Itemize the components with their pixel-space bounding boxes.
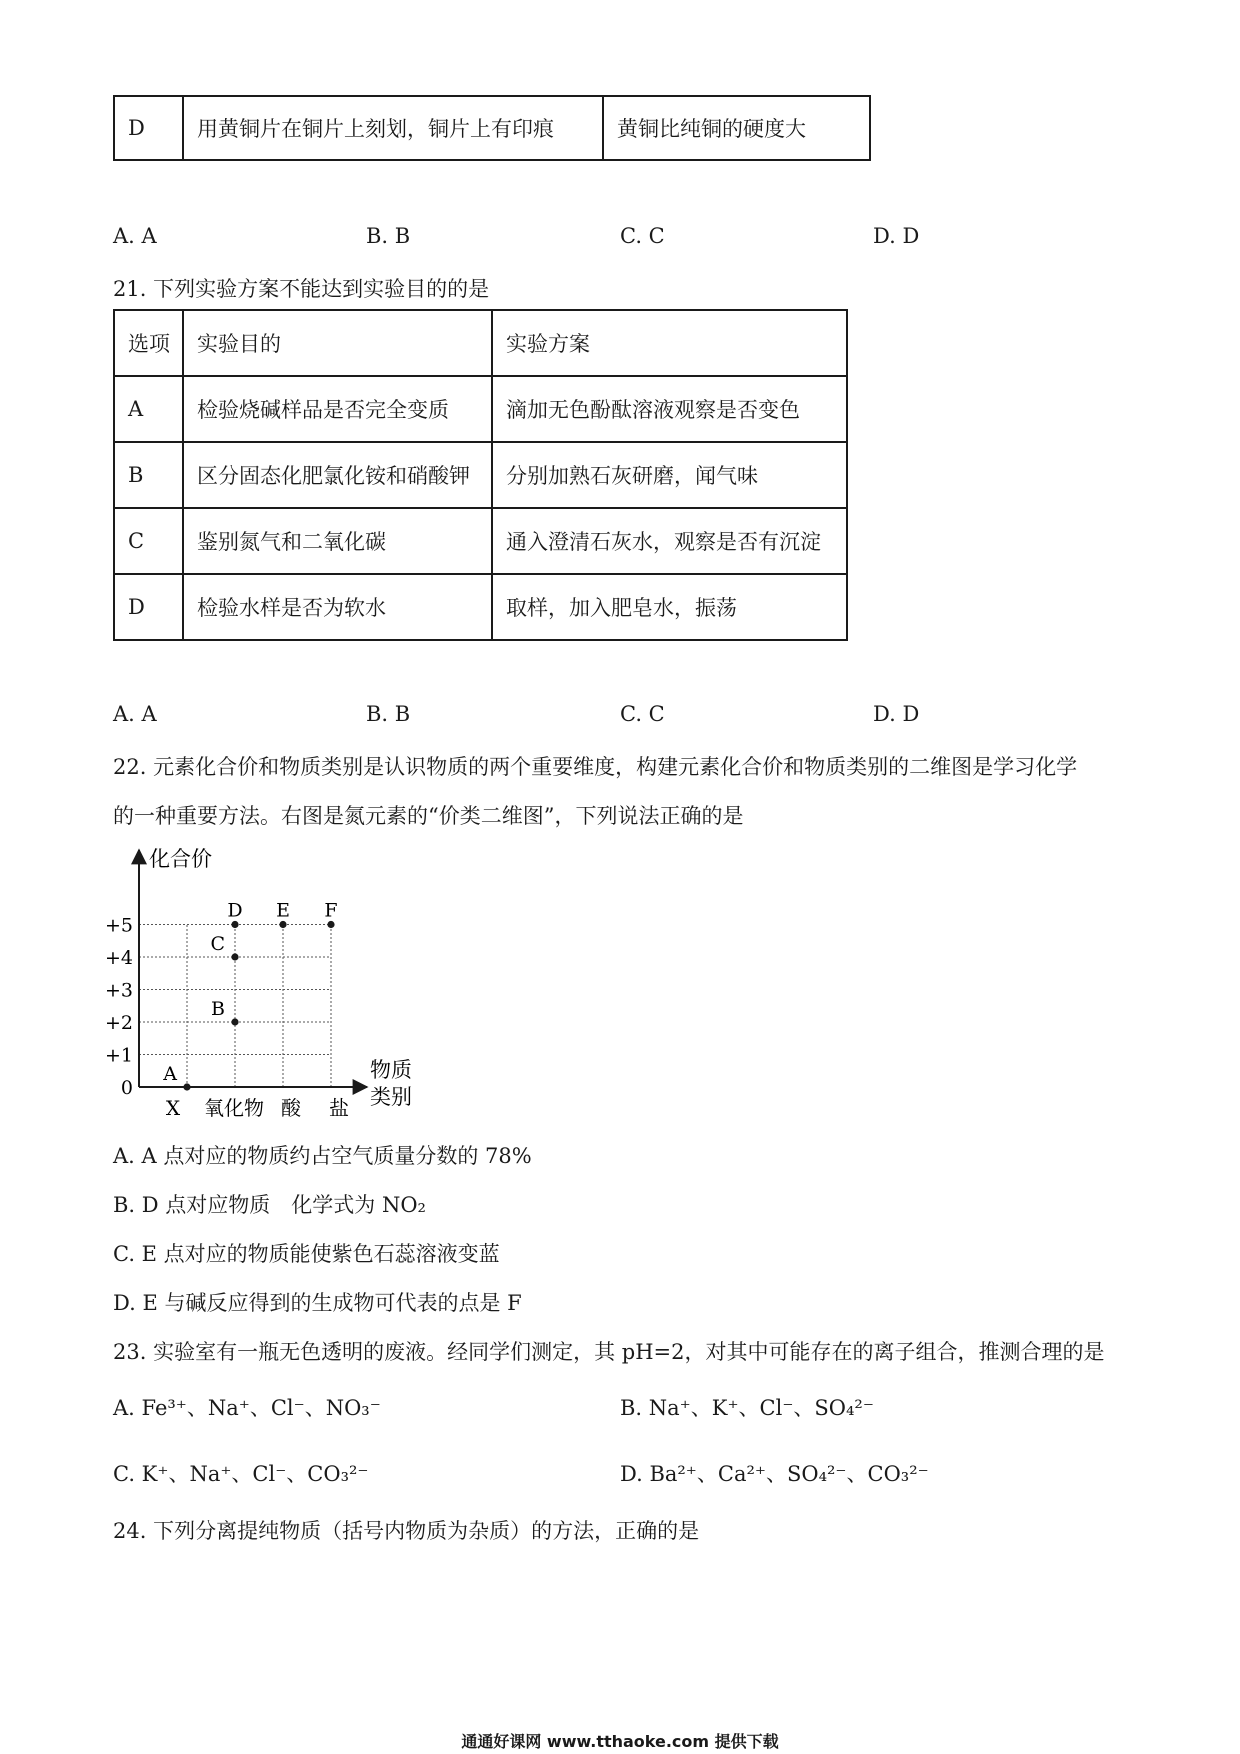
- option-a: A. A: [113, 702, 157, 726]
- table-row: [114, 376, 847, 442]
- q24-stem: 24. 下列分离提纯物质（括号内物质为杂质）的方法，正确的是: [113, 1519, 700, 1543]
- q23-stem: 23. 实验室有一瓶无色透明的废液。经同学们测定，其 pH=2，对其中可能存在的离子组合，推测合理的是: [113, 1340, 1105, 1364]
- option-b: B. B: [366, 702, 411, 726]
- x-axis-title-line2: 类别: [370, 1085, 412, 1109]
- y-tick-label: +2: [105, 1012, 133, 1034]
- table-cell: C: [114, 508, 183, 574]
- table-row: [114, 508, 847, 574]
- option-d: D. D: [873, 224, 920, 248]
- point-label: C: [210, 933, 225, 955]
- option-c: C. C: [620, 224, 665, 248]
- option-a: A. Fe³⁺、Na⁺、Cl⁻、NO₃⁻: [113, 1396, 381, 1420]
- option-d: D. E 与碱反应得到的生成物可代表的点是 F: [113, 1291, 522, 1315]
- table-cell: B: [114, 442, 183, 508]
- y-tick-label: +4: [105, 947, 133, 969]
- q22-stem-line2: 的一种重要方法。右图是氮元素的“价类二维图”，下列说法正确的是: [113, 804, 744, 828]
- y-axis-title: 化合价: [149, 847, 212, 871]
- table-cell: D: [114, 96, 183, 160]
- data-point: [231, 953, 238, 960]
- y-tick-label: 0: [120, 1077, 133, 1099]
- table-cell: 检验水样是否为软水: [183, 574, 492, 640]
- q22-stem-line1: 22. 元素化合价和物质类别是认识物质的两个重要维度，构建元素化合价和物质类别的二维图是学习化学: [113, 755, 1078, 779]
- q20-table-tail: [113, 95, 871, 161]
- table-cell: 通入澄清石灰水，观察是否有沉淀: [492, 508, 847, 574]
- y-tick-label: +5: [105, 914, 133, 937]
- option-b: B. D 点对应物质 化学式为 NO₂: [113, 1193, 426, 1217]
- table-cell: 黄铜比纯铜的硬度大: [603, 96, 870, 160]
- table-row: [114, 442, 847, 508]
- data-point: [231, 921, 238, 928]
- table-cell: 用黄铜片在铜片上刻划，铜片上有印痕: [183, 96, 603, 160]
- option-a: A. A 点对应的物质约占空气质量分数的 78%: [113, 1144, 532, 1168]
- data-point: [279, 921, 286, 928]
- table-row: [114, 574, 847, 640]
- table-header: 实验方案: [492, 310, 847, 376]
- x-axis-title-line1: 物质: [370, 1058, 412, 1082]
- data-point: [183, 1083, 190, 1090]
- table-header-row: [114, 310, 847, 376]
- q21-table: [113, 309, 848, 641]
- data-point: [231, 1018, 238, 1025]
- table-header: 选项: [114, 310, 183, 376]
- valence-category-diagram: [105, 842, 435, 1122]
- point-label: E: [276, 899, 290, 922]
- option-c: C. E 点对应的物质能使紫色石蕊溶液变蓝: [113, 1242, 500, 1266]
- option-d: D. D: [873, 702, 920, 726]
- table-cell: 区分固态化肥氯化铵和硝酸钾: [183, 442, 492, 508]
- q21-stem: 21. 下列实验方案不能达到实验目的的是: [113, 277, 490, 301]
- table-cell: 检验烧碱样品是否完全变质: [183, 376, 492, 442]
- option-a: A. A: [113, 224, 157, 248]
- table-row: [114, 96, 870, 160]
- x-category-label: 氧化物: [204, 1096, 264, 1120]
- option-c: C. C: [620, 702, 665, 726]
- option-c: C. K⁺、Na⁺、Cl⁻、CO₃²⁻: [113, 1462, 369, 1486]
- point-label: B: [211, 998, 225, 1020]
- y-tick-label: +1: [105, 1044, 133, 1067]
- data-point: [327, 921, 334, 928]
- point-label: A: [163, 1063, 177, 1085]
- option-b: B. B: [366, 224, 411, 248]
- y-tick-label: +3: [105, 979, 133, 1002]
- table-cell: A: [114, 376, 183, 442]
- x-category-label: 酸: [281, 1096, 301, 1120]
- table-cell: 分别加熟石灰研磨，闻气味: [492, 442, 847, 508]
- table-cell: 取样，加入肥皂水，振荡: [492, 574, 847, 640]
- table-cell: 鉴别氮气和二氧化碳: [183, 508, 492, 574]
- table-cell: D: [114, 574, 183, 640]
- option-b: B. Na⁺、K⁺、Cl⁻、SO₄²⁻: [620, 1396, 874, 1420]
- point-label: F: [324, 899, 338, 922]
- x-category-label: X: [165, 1096, 181, 1120]
- table-header: 实验目的: [183, 310, 492, 376]
- point-label: D: [227, 899, 243, 922]
- table-cell: 滴加无色酚酞溶液观察是否变色: [492, 376, 847, 442]
- x-category-label: 盐: [329, 1096, 349, 1120]
- page-footer: 通通好课网 www.tthaoke.com 提供下载: [461, 1732, 779, 1751]
- option-d: D. Ba²⁺、Ca²⁺、SO₄²⁻、CO₃²⁻: [620, 1462, 929, 1486]
